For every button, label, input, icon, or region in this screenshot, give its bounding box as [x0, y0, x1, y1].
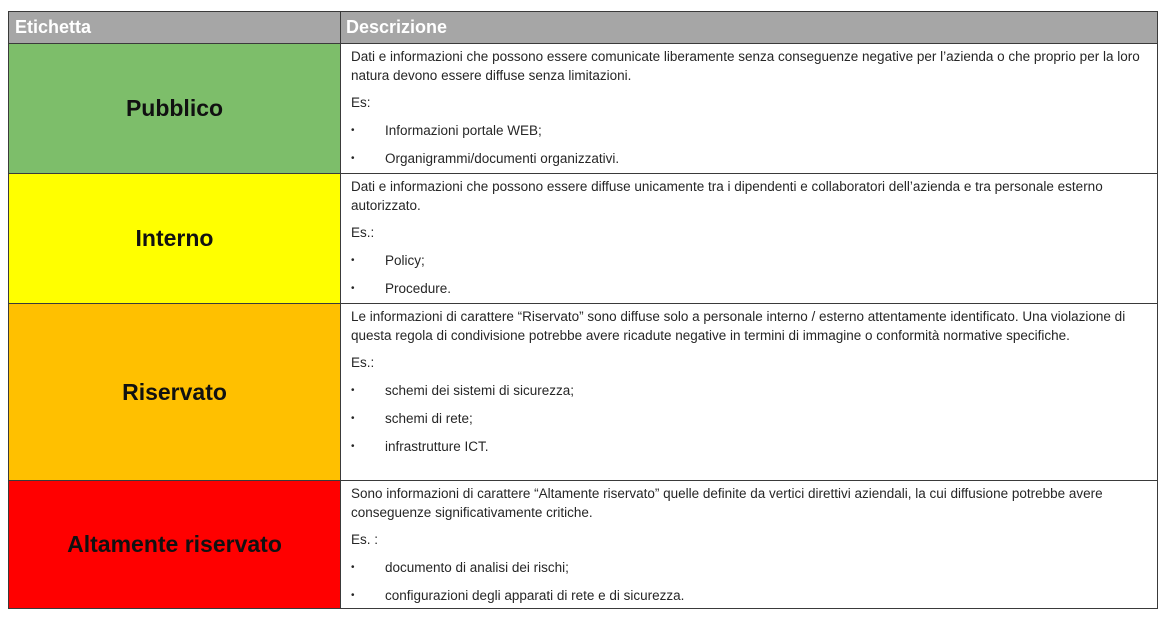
bullet-icon: •: [351, 385, 355, 396]
label-interno: Interno: [9, 173, 340, 303]
header-label-column: Etichetta: [9, 12, 340, 43]
list-item-text: documento di analisi dei rischi;: [385, 560, 569, 575]
bullet-icon: •: [351, 562, 355, 573]
label-altamente-riservato: Altamente riservato: [9, 480, 340, 608]
examples-list: [351, 381, 1147, 456]
description-interno: [340, 173, 1157, 303]
bullet-icon: •: [351, 153, 355, 164]
examples-label: Es:: [351, 95, 371, 110]
list-item: [351, 437, 1147, 456]
bullet-icon: •: [351, 255, 355, 266]
bullet-icon: •: [351, 590, 355, 601]
description-pubblico: [340, 43, 1157, 173]
bullet-icon: •: [351, 413, 355, 424]
list-item-text: Policy;: [385, 253, 425, 268]
list-item: [351, 558, 1147, 577]
list-item-text: Informazioni portale WEB;: [385, 123, 542, 138]
list-item-text: schemi dei sistemi di sicurezza;: [385, 383, 575, 398]
bullet-icon: •: [351, 283, 355, 294]
examples-label: Es. :: [351, 532, 379, 547]
list-item-text: Procedure.: [385, 281, 452, 296]
examples-list: [351, 558, 1147, 605]
classification-table: [8, 11, 1158, 609]
label-riservato: Riservato: [9, 303, 340, 480]
header-description-column: Descrizione: [340, 12, 1157, 43]
examples-label: Es.:: [351, 355, 375, 370]
bullet-icon: •: [351, 441, 355, 452]
list-item: [351, 251, 1147, 270]
list-item-text: infrastrutture ICT.: [385, 439, 489, 454]
list-item-text: schemi di rete;: [385, 411, 473, 426]
list-item: [351, 149, 1147, 168]
label-pubblico: Pubblico: [9, 43, 340, 173]
description-text: Dati e informazioni che possono essere diffuse unicamente tra i dipendenti e collaboratori dell’azienda e tra personale esterno autorizzato.: [351, 179, 1103, 213]
list-item-text: Organigrammi/documenti organizzativi.: [385, 151, 620, 166]
list-item-text: configurazioni degli apparati di rete e di sicurezza.: [385, 588, 685, 603]
description-riservato: [340, 303, 1157, 480]
examples-list: [351, 121, 1147, 168]
description-text: Dati e informazioni che possono essere comunicate liberamente senza conseguenze negative per l’azienda o che proprio per la loro natura devono essere diffuse senza limitazioni.: [351, 49, 1140, 83]
list-item: [351, 121, 1147, 140]
description-altamente-riservato: [340, 480, 1157, 608]
examples-list: [351, 251, 1147, 298]
list-item: [351, 381, 1147, 400]
examples-label: Es.:: [351, 225, 375, 240]
description-text: Sono informazioni di carattere “Altamente riservato” quelle definite da vertici direttivi aziendali, la cui diffusione potrebbe avere conseguenze significativamente critiche.: [351, 486, 1103, 520]
description-text: Le informazioni di carattere “Riservato” sono diffuse solo a personale interno / esterno attentamente identificato. Una violazione di questa regola di condivisione potrebbe avere ricadute negative in termini di immagine o conformità normative specifiche.: [351, 309, 1126, 343]
list-item: [351, 279, 1147, 298]
list-item: [351, 586, 1147, 605]
list-item: [351, 409, 1147, 428]
bullet-icon: •: [351, 125, 355, 136]
